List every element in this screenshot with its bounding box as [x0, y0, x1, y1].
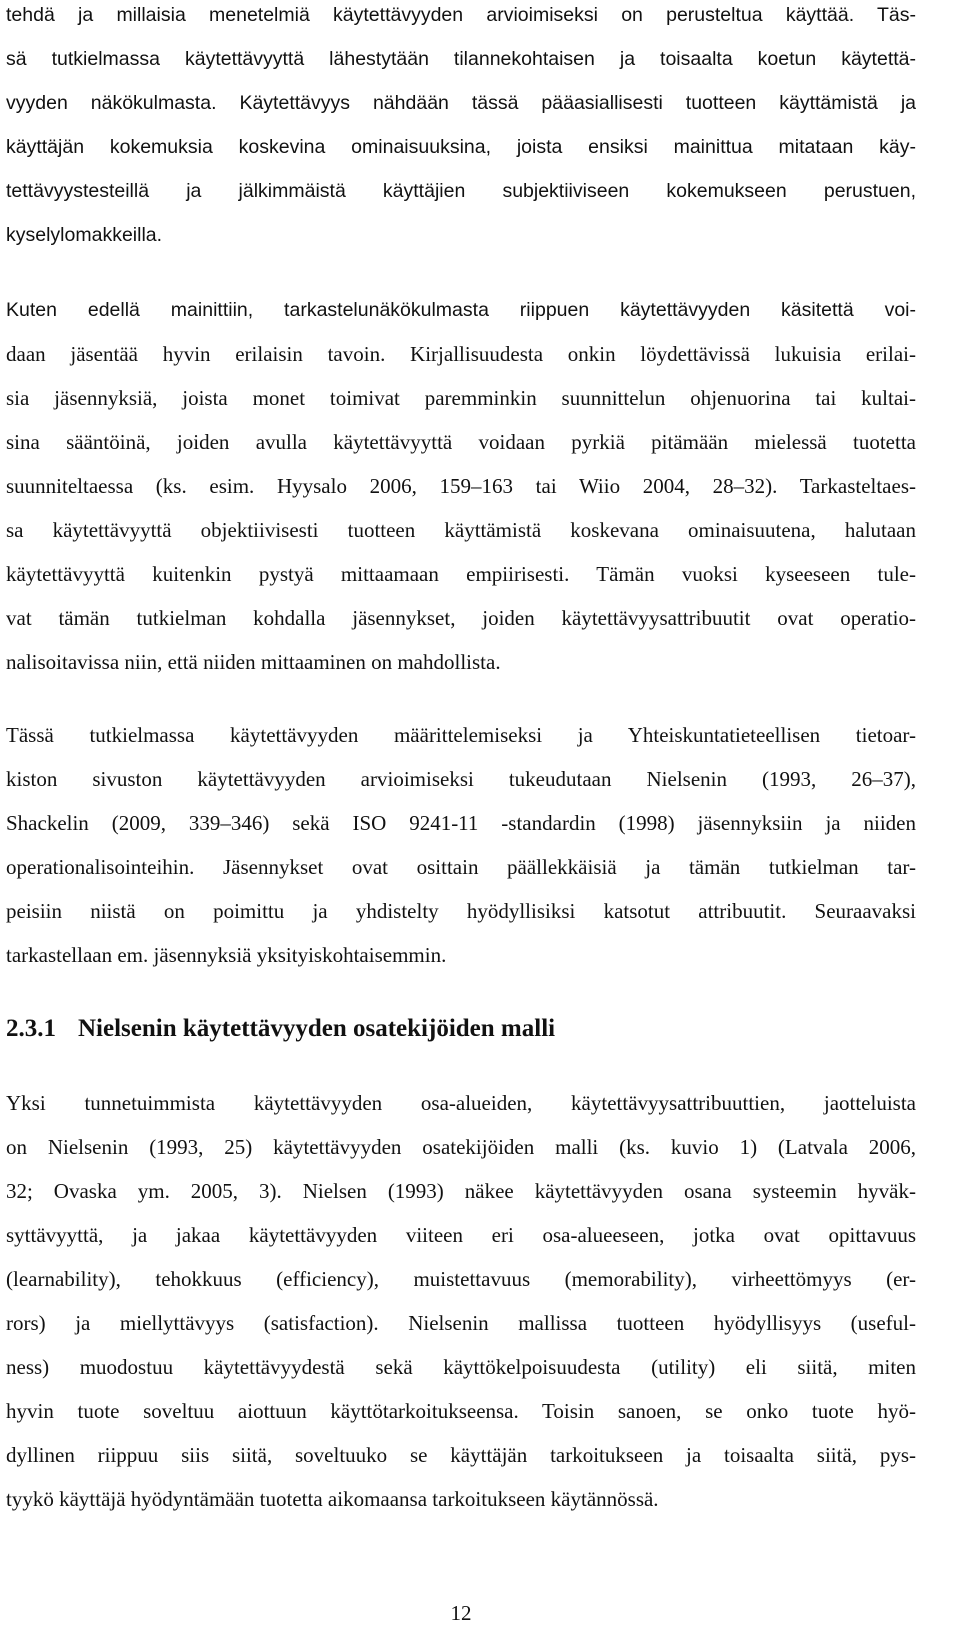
section-number: 2.3.1 [6, 1015, 56, 1042]
text-line: nalisoitavissa niin, että niiden mittaaminen on mahdollista. [6, 650, 501, 674]
text-line: tyykö käyttäjä hyödyntämään tuotetta aikomaansa tarkoitukseen käytännössä. [6, 1487, 659, 1511]
text-line: 32; Ovaska ym. 2005, 3). Nielsen (1993) näkee käytettävyyden osana systeemin hyväk- [6, 1179, 916, 1203]
text-line: sia jäsennyksiä, joista monet toimivat paremminkin suunnittelun ohjenuorina tai kultai- [6, 386, 916, 410]
text-line: hyvin tuote soveltuu aiottuun käyttötarkoitukseensa. Toisin sanoen, se onko tuote hyö- [6, 1399, 916, 1423]
text-line: sa käytettävyyttä objektiivisesti tuotteen käyttämistä koskevana ominaisuutena, halutaan [6, 518, 916, 542]
text-line: syttävyyttä, ja jakaa käytettävyyden viiteen eri osa-alueeseen, jotka ovat opittavuus [6, 1223, 916, 1247]
text-line: ness) muodostuu käytettävyydestä sekä käyttökelpoisuudesta (utility) eli siitä, miten [6, 1355, 916, 1379]
text-line: vyyden näkökulmasta. Käytettävyys nähdään tässä pääasiallisesti tuotteen käyttämistä ja [6, 92, 916, 114]
text-line: tettävyystesteillä ja jälkimmäistä käyttäjien subjektiiviseen kokemukseen perustuen, [6, 180, 916, 202]
text-line: tehdä ja millaisia menetelmiä käytettävyyden arvioimiseksi on perusteltua käyttää. Täs- [6, 4, 916, 26]
text-line: Yksi tunnetuimmista käytettävyyden osa-alueiden, käytettävyysattribuuttien, jaotteluista [6, 1091, 916, 1115]
page-number: 12 [450, 1601, 472, 1625]
text-line: kyselylomakkeilla. [6, 224, 163, 246]
text-line: rors) ja miellyttävyys (satisfaction). Nielsenin mallissa tuotteen hyödyllisyys (useful- [6, 1311, 916, 1335]
text-line: daan jäsentää hyvin erilaisin tavoin. Kirjallisuudesta onkin löydettävissä lukuisia erilai- [6, 342, 916, 366]
text-line: (learnability), tehokkuus (efficiency), muistettavuus (memorability), virheettömyys (er- [6, 1267, 916, 1291]
text-line: käytettävyyttä kuitenkin pystyä mittaamaan empiirisesti. Tämän vuoksi kyseeseen tule- [6, 562, 916, 586]
text-line: sina sääntöinä, joiden avulla käytettävyyttä voidaan pyrkiä pitämään mielessä tuotetta [6, 430, 916, 454]
text-line: sä tutkielmassa käytettävyyttä lähestytään tilannekohtaisen ja toisaalta koetun käytettä- [6, 48, 916, 70]
text-line: tarkastellaan em. jäsennyksiä yksityiskohtaisemmin. [6, 943, 447, 967]
text-line: vat tämän tutkielman kohdalla jäsennykset, joiden käytettävyysattribuutit ovat operatio- [6, 606, 916, 630]
text-line: kiston sivuston käytettävyyden arvioimiseksi tukeudutaan Nielsenin (1993, 26–37), [6, 767, 916, 791]
text-line: operationalisointeihin. Jäsennykset ovat osittain päällekkäisiä ja tämän tutkielman tar- [6, 855, 916, 879]
text-line: Kuten edellä mainittiin, tarkastelunäkökulmasta riippuen käytettävyyden käsitettä voi- [6, 299, 916, 321]
text-line: peisiin niistä on poimittu ja yhdistelty hyödyllisiksi katsotut attribuutit. Seuraavaksi [6, 899, 916, 923]
text-line: Tässä tutkielmassa käytettävyyden määrittelemiseksi ja Yhteiskuntatieteellisen tietoar- [6, 723, 916, 747]
section-title: Nielsenin käytettävyyden osatekijöiden malli [78, 1015, 556, 1042]
section-heading [6, 1012, 555, 1046]
text-line: suunniteltaessa (ks. esim. Hyysalo 2006, 159–163 tai Wiio 2004, 28–32). Tarkasteltaes- [6, 474, 916, 498]
text-line: dyllinen riippuu siis siitä, soveltuuko se käyttäjän tarkoitukseen ja toisaalta siitä, pys- [6, 1443, 916, 1467]
text-line: on Nielsenin (1993, 25) käytettävyyden osatekijöiden malli (ks. kuvio 1) (Latvala 2006, [6, 1135, 916, 1159]
text-line: Shackelin (2009, 339–346) sekä ISO 9241-11 -standardin (1998) jäsennyksiin ja niiden [6, 811, 916, 835]
text-line: käyttäjän kokemuksia koskevina ominaisuuksina, joista ensiksi mainittua mitataan käy- [6, 136, 916, 158]
